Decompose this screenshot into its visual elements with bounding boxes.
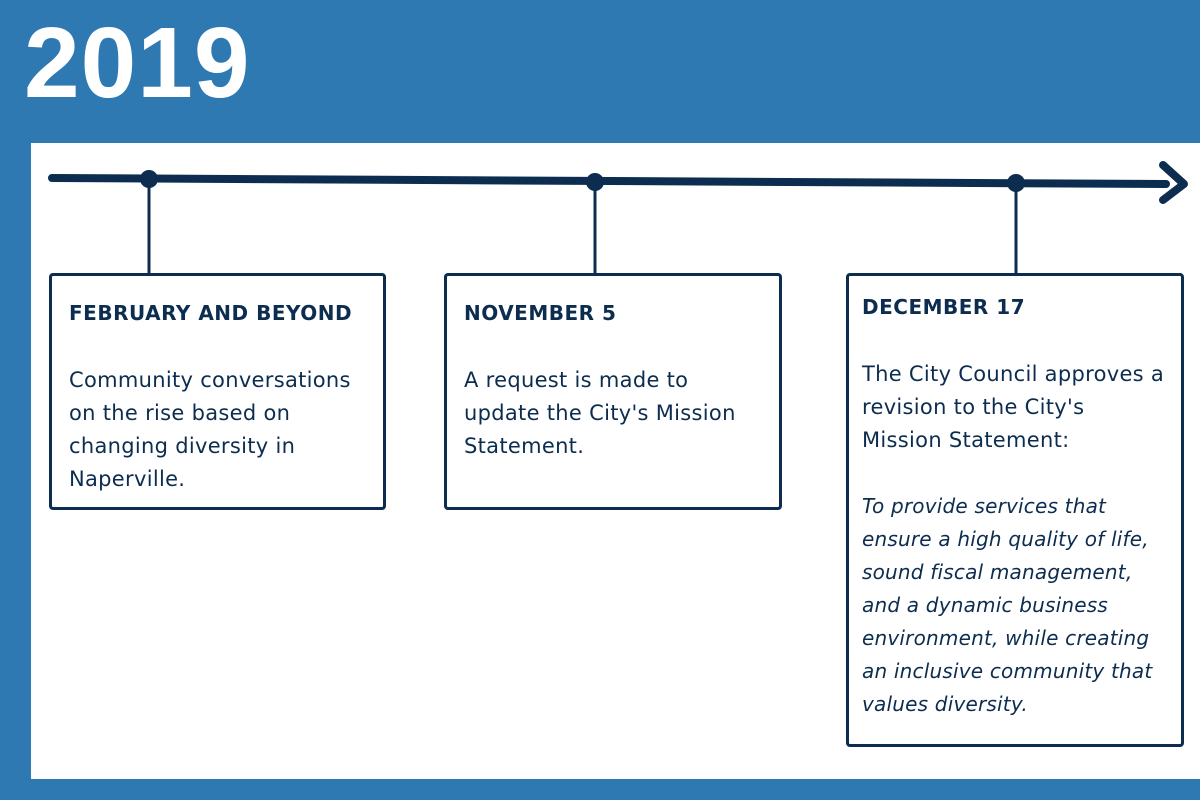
timeline-axis-line — [52, 178, 1166, 184]
timeline-marker-2 — [586, 173, 604, 191]
event-date: FEBRUARY AND BEYOND — [69, 301, 353, 325]
event-card-november — [444, 273, 782, 510]
year-title: 2019 — [24, 7, 251, 119]
event-description: The City Council approves a revision to the City's Mission Statement: — [862, 362, 1165, 452]
event-card-december — [846, 273, 1184, 747]
event-card-february — [49, 273, 386, 510]
timeline-marker-1 — [140, 170, 158, 188]
mission-statement-quote: To provide services that ensure a high quality of life, sound fiscal management, and a dynamic business environment, while creating an inclusive community that values diversity. — [862, 494, 1153, 716]
event-description: Community conversations on the rise based on changing diversity in Naperville. — [69, 368, 351, 491]
timeline-marker-3 — [1007, 174, 1025, 192]
event-description: A request is made to update the City's Mission Statement. — [464, 368, 736, 458]
event-date: NOVEMBER 5 — [464, 301, 617, 325]
event-date: DECEMBER 17 — [862, 295, 1026, 319]
